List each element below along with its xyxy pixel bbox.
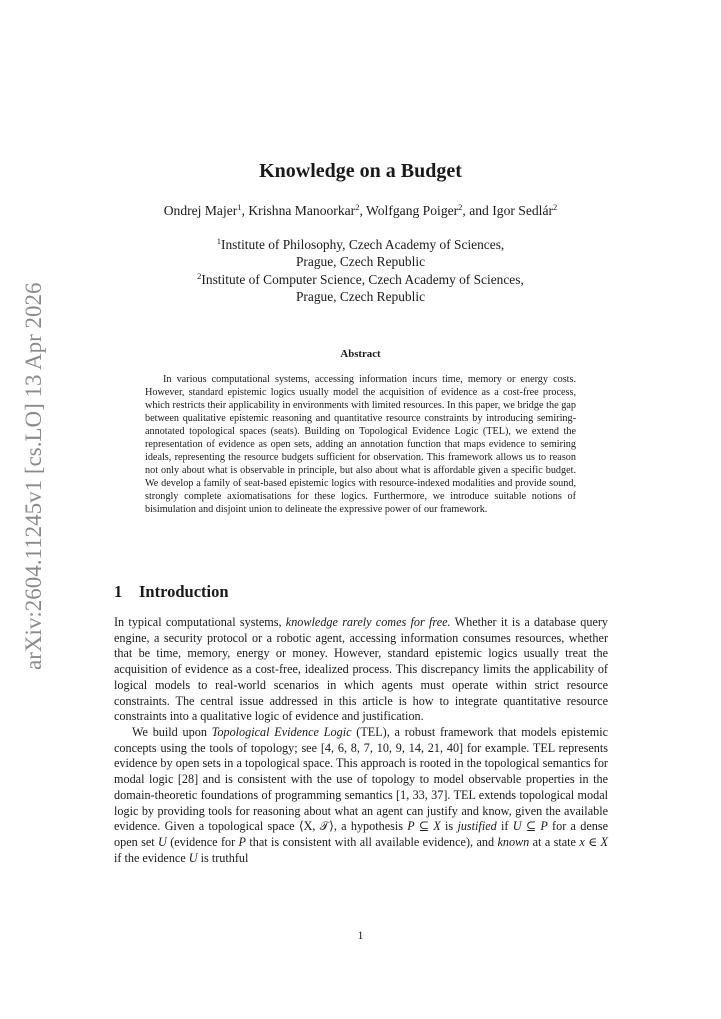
math-text: P ⊆ X xyxy=(407,819,441,834)
section-heading xyxy=(114,582,229,602)
text-run: is xyxy=(440,819,458,834)
affiliation-mark: 2 xyxy=(197,271,202,281)
author-name: Ondrej Majer xyxy=(163,203,238,218)
affiliation-1 xyxy=(0,233,721,270)
text-run: We build upon xyxy=(132,725,212,740)
paragraph xyxy=(114,615,608,725)
text-run: (TEL), a robust framework that models epistemic concepts using the tools of topology; see [4, 6, 8, 7, 10, 9, 14, 21, 40] for example. TEL represents evidence by open sets in a topological space. This approach is rooted in the topological semantics for modal logic [28] and is consistent with the use of topology to model observable properties in the domain-theoretic foundations of programming semantics [1, 33, 37]. TEL extends topological modal logic by providing tools for reasoning about what an agent can justify and know, given the available evidence. Given a topological space ⟨X, 𝒯⟩, a hypothesis xyxy=(114,725,608,834)
emphasis-text: knowledge rarely comes for free. xyxy=(285,615,451,629)
arxiv-identifier: arXiv:2604.11245v1 [cs.LO] 13 Apr 2026 xyxy=(21,282,46,670)
author-name: Wolfgang Poiger xyxy=(366,203,459,218)
text-run: is truthful xyxy=(197,850,249,865)
text-run: for a dense open set xyxy=(114,819,608,850)
affiliation-mark: 2 xyxy=(355,202,360,212)
emphasis-text: Topological Evidence Logic xyxy=(211,725,352,740)
affiliation-line xyxy=(0,268,721,289)
math-text: U xyxy=(158,835,167,850)
affiliation-line xyxy=(0,233,721,254)
author-separator: , xyxy=(241,203,249,218)
math-text: P xyxy=(238,835,246,850)
affiliation-line: Prague, Czech Republic xyxy=(295,253,426,269)
emphasis-text: known xyxy=(497,835,530,850)
math-text: U ⊆ P xyxy=(512,819,548,834)
paper-title: Knowledge on a Budget xyxy=(259,160,462,182)
affiliation-mark: 1 xyxy=(216,236,221,246)
affiliation-text: Institute of Computer Science, Czech Academy of Sciences, xyxy=(201,272,524,287)
affiliation-2 xyxy=(0,268,721,305)
text-run: if xyxy=(496,819,513,834)
text-run: In typical computational systems, xyxy=(114,615,286,629)
affiliation-mark: 2 xyxy=(458,202,463,212)
author-name: Krishna Manoorkar xyxy=(248,203,356,218)
author-separator: , and xyxy=(462,203,493,218)
section-title: Introduction xyxy=(139,582,229,601)
emphasis-text: justified xyxy=(457,819,497,834)
math-text: x ∈ X xyxy=(579,835,608,850)
body-text xyxy=(114,615,608,867)
author-list xyxy=(0,202,721,219)
text-run: if the evidence xyxy=(114,850,189,865)
affiliation-text: Institute of Philosophy, Czech Academy of Sciences, xyxy=(221,237,505,252)
text-run: Whether it is a database query engine, a security protocol or a robotic agent, accessing information consumes resources, whether that be time, memory, energy or money. However, standard epistemic logics usually treat the acquisition of evidence as a cost-free, idealized process. This discrepancy limits the applicability of logical models to real-world scenarios in which agents must operate within strict resource constraints. The central issue addressed in this article is how to integrate quantitative resource constraints into a qualitative logic of evidence and justification. xyxy=(114,615,609,724)
affiliation-mark: 1 xyxy=(237,202,242,212)
section-number: 1 xyxy=(114,582,123,601)
paragraph xyxy=(114,725,608,866)
author-name: Igor Sedlár xyxy=(492,203,554,218)
math-text: U xyxy=(188,850,198,865)
text-run: at a state xyxy=(529,835,580,850)
text-run: that is consistent with all available evidence), and xyxy=(246,835,498,850)
abstract-heading: Abstract xyxy=(340,348,381,360)
affiliation-line: Prague, Czech Republic xyxy=(295,288,426,304)
page-number: 1 xyxy=(357,930,364,942)
author-separator: , xyxy=(359,203,367,218)
abstract-text: In various computational systems, accessing information incurs time, memory or energy costs. However, standard epistemic logics usually model the acquisition of evidence as a cost-free process, which restricts their applicability in environments with limited resources. In this paper, we bridge the gap between qualitative epistemic reasoning and quantitative resource constraints by introducing semiring-annotated topological spaces (seats). Building on Topological Evidence Logic (TEL), we extend the representation of evidence as open sets, adding an annotation function that maps evidence to semiring ideals, representing the resource budgets sufficient for observation. This framework allows us to reason not only about what is observable in principle, but also about what is affordable given a specific budget. We develop a family of seat-based epistemic logics with resource-indexed modalities and provide sound, strongly complete axiomatisations for these logics. Furthermore, we introduce suitable notions of bisimulation and disjoint union to delineate the expressive power of our framework. xyxy=(145,374,576,516)
text-run: (evidence for xyxy=(166,835,239,850)
affiliation-mark: 2 xyxy=(553,202,558,212)
